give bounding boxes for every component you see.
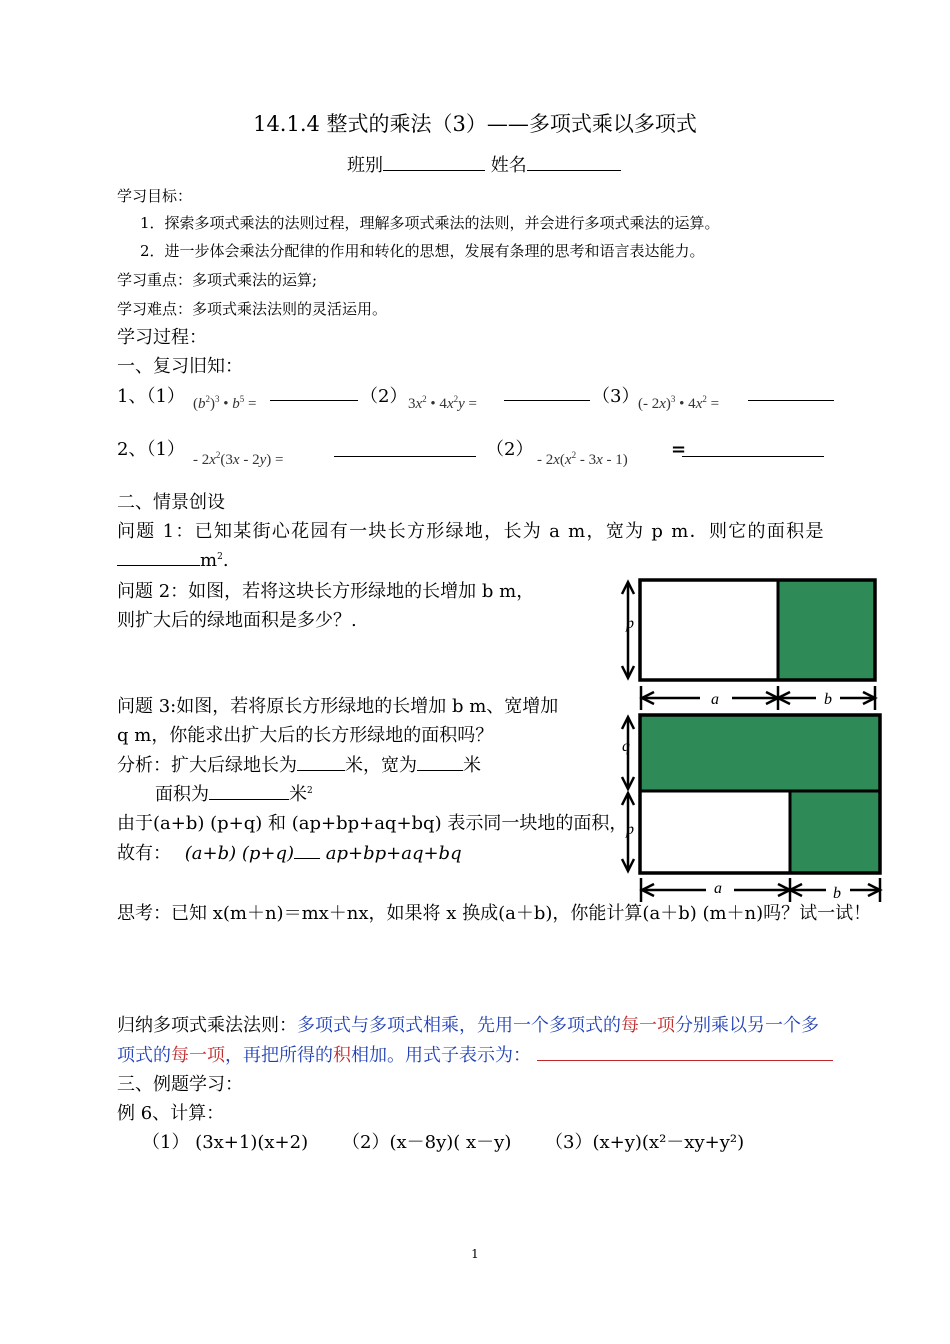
process-heading: 学习过程： bbox=[117, 327, 207, 348]
review-q1-label3: （3） bbox=[592, 386, 640, 407]
example-1: （1） (3x+1)(x+2) bbox=[142, 1132, 309, 1153]
review-q2-expr1: - $2x^2(3x - 2y)$ = bbox=[193, 450, 284, 468]
example-3: （3）(x+y)(x²－xy+y²) bbox=[545, 1132, 745, 1153]
goal-2: 2．进一步体会乘法分配律的作用和转化的思想，发展有条理的思考和语言表达能力。 bbox=[140, 242, 705, 260]
review-q1-expr3: (- 2x)$^3$ • $4x^2$ = bbox=[638, 394, 720, 412]
analysis-mid: 米，宽为 bbox=[345, 755, 417, 776]
rule-part1: 多项式与多项式相乘，先用一个多项式的 bbox=[297, 1015, 621, 1036]
analysis-area-prefix: 面积为 bbox=[155, 784, 209, 805]
fig2-q-label: q bbox=[622, 738, 630, 755]
example-2: （2）(x－8y)( x－y) bbox=[342, 1132, 512, 1153]
fig2-top-green bbox=[640, 715, 880, 791]
rule-line1 bbox=[117, 1014, 819, 1038]
fig1-green-rect bbox=[778, 580, 875, 680]
goals-heading: 学习目标： bbox=[117, 187, 193, 205]
therefore-prefix: 故有： bbox=[117, 843, 171, 864]
analysis-area-blank[interactable] bbox=[209, 783, 289, 800]
analysis-area-unit: 米 bbox=[289, 784, 307, 805]
problem-1: 问题 1：已知某街心花园有一块长方形绿地，长为 a m，宽为 p m．则它的面积是 bbox=[117, 521, 825, 542]
scenario-heading: 二、情景创设 bbox=[117, 492, 225, 513]
therefore-right: ap+bp+aq+bq bbox=[325, 843, 462, 864]
fig2-b-label: b bbox=[833, 885, 841, 902]
rule-part4: 项式的 bbox=[117, 1045, 171, 1066]
review-q1-blank3[interactable] bbox=[748, 384, 834, 401]
page-number: 1 bbox=[471, 1247, 479, 1261]
name-blank[interactable] bbox=[527, 154, 621, 171]
problem-2-line2: 则扩大后的绿地面积是多少？. bbox=[117, 610, 357, 631]
rule-prefix: 归纳多项式乘法法则： bbox=[117, 1015, 297, 1036]
rectangle-figures bbox=[612, 570, 884, 906]
fig2-a-label: a bbox=[714, 880, 722, 897]
rule-product: 积 bbox=[333, 1045, 351, 1066]
review-q1-expr2: $3x^2$ • $4x^2y$ = bbox=[408, 394, 477, 412]
example-label: 例 6、计算： bbox=[117, 1103, 225, 1124]
rule-formula-blank[interactable] bbox=[537, 1046, 833, 1061]
review-q2-blank2[interactable] bbox=[682, 440, 824, 457]
problem-1-answer: $m^2$. bbox=[117, 549, 229, 573]
class-name-line bbox=[347, 154, 621, 178]
class-blank[interactable] bbox=[383, 154, 485, 171]
difficulty: 学习难点：多项式乘法法则的灵活运用。 bbox=[117, 300, 388, 318]
problem-3-line1: 问题 3:如图，若将原长方形绿地的长增加 b m、宽增加 bbox=[117, 696, 559, 717]
analysis-area-line: 面积为 米$^2$ bbox=[155, 784, 313, 805]
review-q1-blank2[interactable] bbox=[504, 384, 590, 401]
analysis-prefix: 分析：扩大后绿地长为 bbox=[117, 755, 297, 776]
class-label: 班别 bbox=[347, 155, 383, 176]
think-line: 思考：已知 x(m＋n)＝mx＋nx，如果将 x 换成(a＋b)，你能计算(a＋b) (m＋n)吗？试一试！ bbox=[117, 903, 872, 924]
page-title: 14.1.4 整式的乘法（3）——多项式乘以多项式 bbox=[253, 112, 697, 136]
review-q1-label: 1、（1） bbox=[117, 386, 185, 407]
review-q2-eq: = bbox=[671, 439, 687, 460]
review-q1-blank1[interactable] bbox=[270, 384, 358, 401]
rule-part8: 相加。用式子表示为： bbox=[351, 1045, 531, 1066]
rule-each-term-2: 每一项 bbox=[171, 1045, 225, 1066]
length-blank[interactable] bbox=[297, 754, 345, 771]
review-q2-blank1[interactable] bbox=[334, 440, 476, 457]
analysis-line bbox=[117, 754, 481, 778]
review-q2-label: 2、（1） bbox=[117, 439, 185, 460]
review-q2-expr2: - $2x(x^2 - 3x - 1)$ bbox=[537, 450, 628, 468]
key-point: 学习重点：多项式乘法的运算; bbox=[117, 271, 318, 289]
since-line: 由于(a+b) (p+q) 和 (ap+bp+aq+bq) 表示同一块地的面积， bbox=[117, 813, 628, 834]
rule-each-term-1: 每一项 bbox=[621, 1015, 675, 1036]
therefore-line bbox=[117, 842, 462, 866]
area-blank[interactable] bbox=[117, 549, 200, 566]
fig1-a-label: a bbox=[711, 691, 719, 708]
analysis-suffix: 米 bbox=[463, 755, 481, 776]
area-unit: m bbox=[200, 550, 218, 571]
rule-part6: ，再把所得的 bbox=[225, 1045, 333, 1066]
goal-1: 1．探索多项式乘法的法则过程，理解多项式乘法的法则，并会进行多项式乘法的运算。 bbox=[140, 214, 720, 232]
problem-2-line1: 问题 2：如图，若将这块长方形绿地的长增加 b m， bbox=[117, 581, 535, 602]
rule-line2 bbox=[117, 1044, 833, 1068]
review-q1-expr1: $(b^2)^3$ • $b^5$ = bbox=[193, 394, 257, 412]
review-heading: 一、复习旧知： bbox=[117, 356, 243, 377]
fig2-p-label: p bbox=[626, 821, 634, 838]
width-blank[interactable] bbox=[417, 754, 463, 771]
rule-part3: 分别乘以另一个多 bbox=[675, 1015, 819, 1036]
fig1-p-label: p bbox=[626, 615, 634, 632]
example-heading: 三、例题学习： bbox=[117, 1074, 243, 1095]
problem-3-line2: q m，你能求出扩大后的长方形绿地的面积吗？ bbox=[117, 725, 494, 746]
name-label: 姓名 bbox=[490, 155, 527, 176]
review-q1-label2: （2） bbox=[360, 386, 408, 407]
therefore-left: (a+b) (p+q) bbox=[184, 843, 295, 864]
fig1-b-label: b bbox=[824, 691, 832, 708]
review-q2-label2: （2） bbox=[486, 439, 534, 460]
fig2-bottom-green bbox=[790, 791, 880, 873]
therefore-blank[interactable] bbox=[294, 842, 320, 859]
